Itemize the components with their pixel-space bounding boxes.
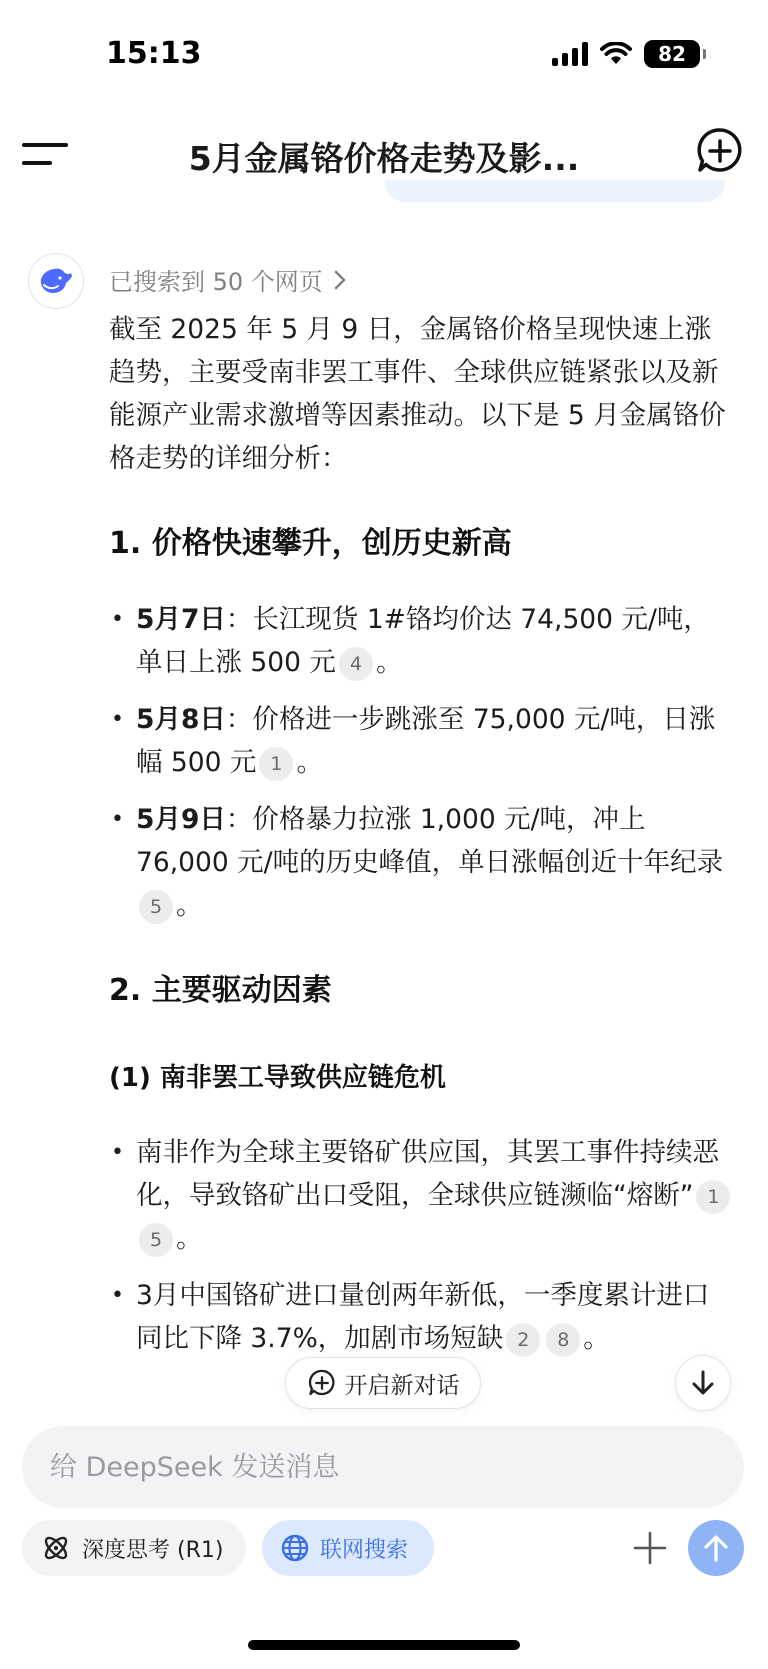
composer-toolbar (0, 1520, 768, 1576)
item-text: 价格进一步跳涨至 75,000 元/吨，日涨幅 500 元 (136, 704, 716, 778)
new-chat-icon (307, 1368, 337, 1398)
item-text: 南非作为全球主要铬矿供应国，其罢工事件持续恶化，导致铬矿出口受阻，全球供应链濒临“熔断” (136, 1137, 719, 1211)
list-item: • 5月7日：长江现货 1#铬均价达 74,500 元/吨，单日上涨 500 元 4 。 (109, 598, 734, 684)
chevron-right-icon (333, 269, 347, 291)
globe-icon (280, 1533, 310, 1563)
arrow-down-icon (690, 1369, 716, 1397)
new-chat-button[interactable] (285, 1357, 481, 1409)
citation-badge[interactable]: 8 (546, 1323, 580, 1357)
deep-think-toggle[interactable] (22, 1520, 246, 1576)
list-item: • 南非作为全球主要铬矿供应国，其罢工事件持续恶化，导致铬矿出口受阻，全球供应链濒临“熔断” 15 。 (109, 1131, 734, 1260)
factor-list (109, 1131, 734, 1360)
status-time: 15:13 (106, 36, 202, 71)
status-bar (0, 0, 768, 110)
web-search-toggle[interactable] (262, 1520, 434, 1576)
assistant-message (109, 308, 734, 1374)
new-chat-icon[interactable] (694, 125, 746, 177)
page-title: 5月金属铬价格走势及影... (188, 139, 580, 178)
citation-badge[interactable]: 1 (259, 747, 293, 781)
citation-badge[interactable]: 5 (139, 1223, 173, 1257)
arrow-up-icon (702, 1533, 730, 1563)
subsection-heading: (1) 南非罢工导致供应链危机 (109, 1063, 446, 1093)
deepseek-avatar (28, 253, 84, 309)
item-text: 价格暴力拉涨 1,000 元/吨，冲上 76,000 元/吨的历史峰值，单日涨幅创近十年纪录 (136, 804, 724, 878)
message-input[interactable] (50, 1426, 710, 1508)
item-date: 5月7日 (136, 604, 226, 635)
list-item: • 5月8日：价格进一步跳涨至 75,000 元/吨，日涨幅 500 元 1 。 (109, 698, 734, 784)
item-date: 5月9日 (136, 804, 226, 835)
wifi-icon (600, 42, 632, 66)
item-text: 3月中国铬矿进口量创两年新低，一季度累计进口同比下降 3.7%，加剧市场短缺 (136, 1280, 710, 1354)
atom-icon (40, 1532, 72, 1564)
search-results-toggle[interactable] (109, 262, 347, 297)
section-heading: 2. 主要驱动因素 (109, 973, 332, 1008)
add-attachment-icon[interactable] (628, 1526, 672, 1570)
price-list (109, 598, 734, 927)
deepseek-whale-icon (38, 267, 74, 295)
scroll-to-bottom-button[interactable] (675, 1355, 731, 1411)
list-item: • 5月9日：价格暴力拉涨 1,000 元/吨，冲上 76,000 元/吨的历史峰值，单日涨幅创近十年纪录5 。 (109, 798, 734, 927)
previous-message-bubble (385, 180, 725, 202)
citation-badge[interactable]: 2 (506, 1323, 540, 1357)
message-composer (22, 1426, 744, 1508)
intro-paragraph: 截至 2025 年 5 月 9 日，金属铬价格呈现快速上涨趋势，主要受南非罢工事件、全球供应链紧张以及新能源产业需求激增等因素推动。以下是 5 月金属铬价格走势的详细分析： (109, 314, 726, 474)
citation-badge[interactable]: 4 (339, 647, 373, 681)
section-heading: 1. 价格快速攀升，创历史新高 (109, 526, 512, 561)
send-button[interactable] (688, 1520, 744, 1576)
battery-indicator: 82 (644, 40, 700, 68)
list-item: • 3月中国铬矿进口量创两年新低，一季度累计进口同比下降 3.7%，加剧市场短缺 2 8 。 (109, 1274, 734, 1360)
item-text: 长江现货 1#铬均价达 74,500 元/吨，单日上涨 500 元 (136, 604, 710, 678)
new-chat-label: 开启新对话 (344, 1372, 460, 1399)
citation-badge[interactable]: 1 (696, 1180, 730, 1214)
search-status-text: 已搜索到 50 个网页 (109, 268, 323, 296)
home-indicator (248, 1640, 520, 1650)
menu-icon[interactable] (22, 137, 68, 171)
citation-badge[interactable]: 5 (139, 890, 173, 924)
status-icons (552, 40, 700, 68)
web-search-label: 联网搜索 (320, 1537, 409, 1563)
deep-think-label: 深度思考 (R1) (82, 1537, 224, 1563)
item-date: 5月8日 (136, 704, 226, 735)
cellular-signal-icon (552, 42, 588, 66)
